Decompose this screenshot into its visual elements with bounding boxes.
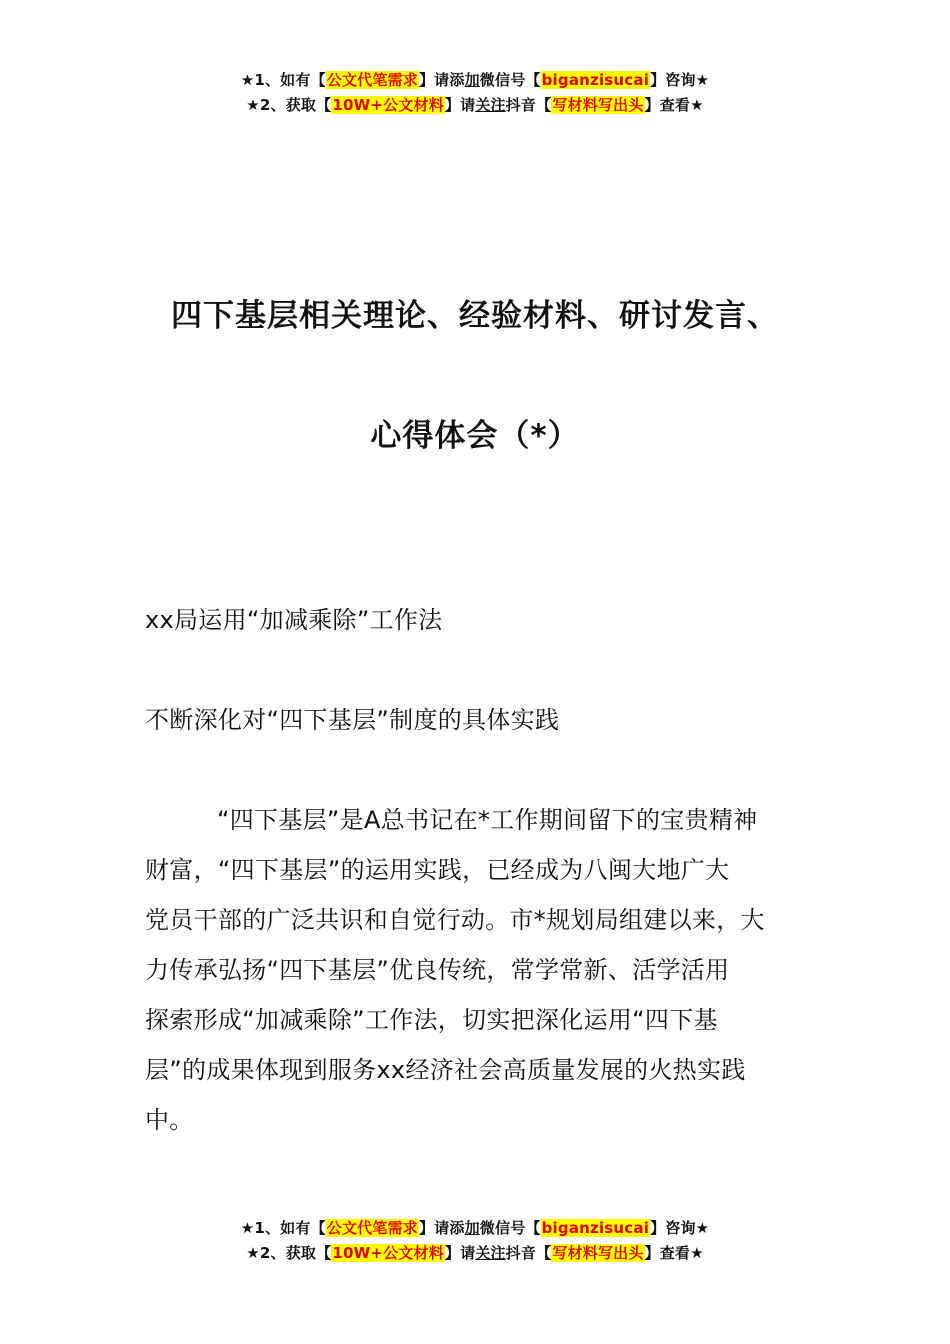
- highlight-materials: 10W+公文材料: [332, 1244, 444, 1262]
- body-paragraph: [145, 795, 810, 1145]
- header-banner: [0, 68, 950, 118]
- body-line: 探索形成“加减乘除”工作法，切实把深化运用“四下基: [145, 1006, 718, 1034]
- highlight-douyin-account: 写材料写出头: [552, 1244, 644, 1262]
- body-line: 财富，“四下基层”的运用实践，已经成为八闽大地广大: [145, 856, 730, 884]
- body-line: 力传承弘扬“四下基层”优良传统，常学常新、活学活用: [145, 956, 730, 984]
- highlight-douyin-account: 写材料写出头: [552, 96, 644, 114]
- document-title-line-1: 四下基层相关理论、经验材料、研讨发言、: [171, 298, 779, 334]
- section-subtitle-2: 不断深化对“四下基层”制度的具体实践: [145, 706, 560, 734]
- body-line: 党员干部的广泛共识和自觉行动。市*规划局组建以来，大: [145, 906, 765, 934]
- document-title-line-2: 心得体会（*）: [370, 418, 580, 454]
- banner-line-1: ★1、如有【公文代笔需求】请添加微信号【biganzisucai】咨询★: [240, 71, 710, 89]
- body-line: 中。: [145, 1106, 194, 1134]
- highlight-service: 公文代笔需求: [326, 71, 418, 89]
- highlight-service: 公文代笔需求: [326, 1219, 418, 1237]
- highlight-materials: 10W+公文材料: [332, 96, 444, 114]
- body-line: 层”的成果体现到服务xx经济社会高质量发展的火热实践: [145, 1056, 746, 1084]
- body-line: “四下基层”是A总书记在*工作期间留下的宝贵精神: [217, 806, 758, 834]
- highlight-wechat-id: biganzisucai: [541, 1219, 650, 1237]
- highlight-wechat-id: biganzisucai: [541, 71, 650, 89]
- banner-line-1: ★1、如有【公文代笔需求】请添加微信号【biganzisucai】咨询★: [240, 1219, 710, 1237]
- section-subtitle-1: xx局运用“加减乘除”工作法: [145, 606, 443, 634]
- banner-line-2: ★2、获取【10W+公文材料】请关注抖音【写材料写出头】查看★: [246, 1244, 704, 1262]
- footer-banner: [0, 1216, 950, 1266]
- banner-line-2: ★2、获取【10W+公文材料】请关注抖音【写材料写出头】查看★: [246, 96, 704, 114]
